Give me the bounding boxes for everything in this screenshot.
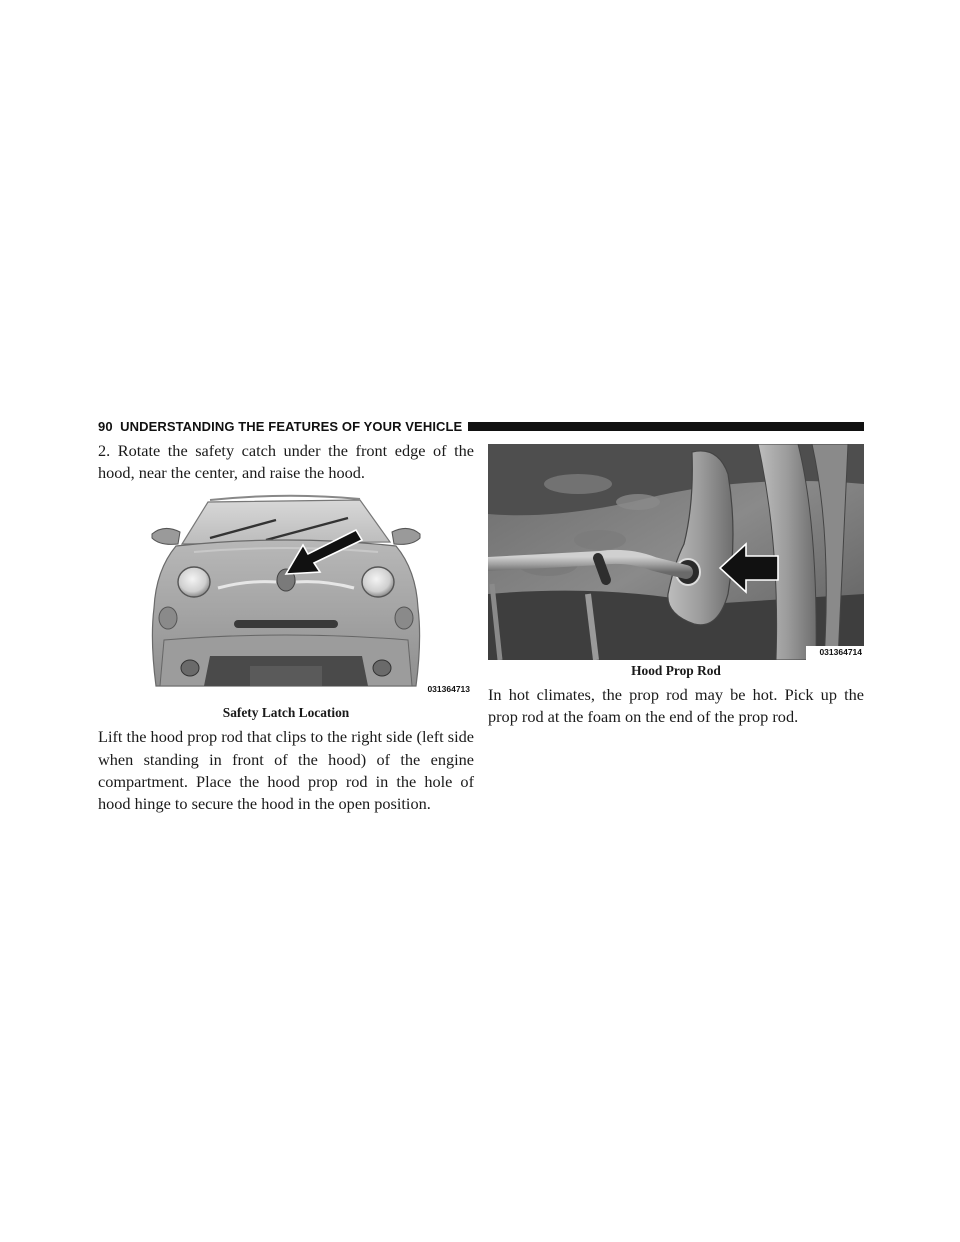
page-number: 90 [98, 418, 113, 434]
left-column [98, 440, 474, 815]
safety-latch-illustration [98, 490, 474, 702]
hot-climate-warning-text: In hot climates, the prop rod may be hot. Pick up the prop rod at the foam on the end of the prop rod. [488, 685, 864, 727]
section-title: UNDERSTANDING THE FEATURES OF YOUR VEHICLE [120, 418, 463, 434]
header-rule [468, 422, 864, 431]
safety-latch-figure [98, 490, 474, 702]
safety-latch-caption: Safety Latch Location [222, 705, 350, 721]
page-header [98, 418, 864, 434]
header-label [98, 419, 462, 434]
figure-code-1: 031364713 [427, 684, 470, 695]
figure-code-2: 031364714 [819, 647, 862, 657]
right-column [488, 444, 864, 728]
hood-prop-rod-figure [488, 444, 864, 660]
prop-rod-instructions: Lift the hood prop rod that clips to the right side (left side when standing in front of the hood) of the engine compartment. Place the hood prop rod in the hole of hood hinge to secure the hood in the open position. [98, 727, 474, 814]
hood-prop-rod-illustration [488, 444, 864, 660]
hood-prop-rod-caption: Hood Prop Rod [631, 663, 721, 678]
step-2-text: 2. Rotate the safety catch under the front edge of the hood, near the center, and raise the hood. [98, 441, 474, 483]
